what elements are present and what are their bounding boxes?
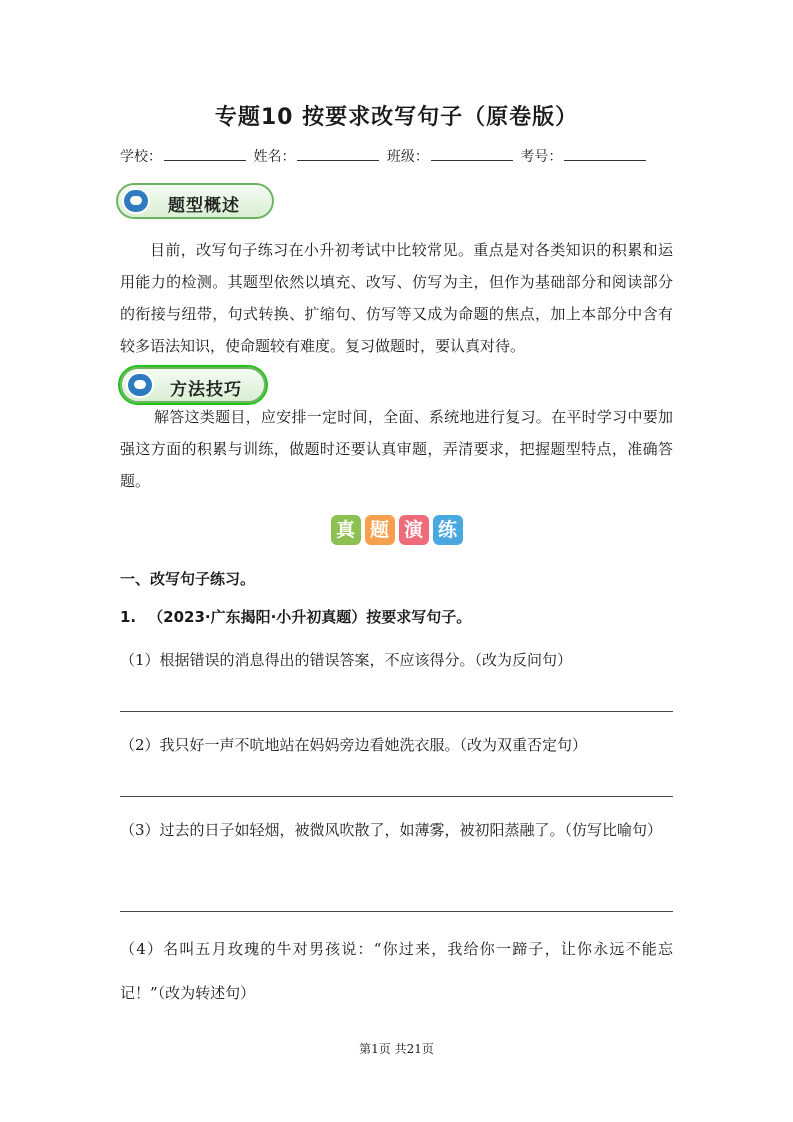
school-label: 学校：: [120, 149, 162, 165]
method-banner-label: 方法技巧: [170, 380, 242, 400]
class-label: 班级：: [386, 149, 429, 165]
answer-line-2[interactable]: [120, 796, 673, 797]
question-item-3: （3）过去的日子如轻烟，被微风吹散了，如薄雾，被初阳蒸融了。（仿写比喻句）: [120, 821, 663, 839]
method-paragraph: 解答这类题目，应安排一定时间，全面、系统地进行复习。在平时学习中要加强这方面的积累与训练，做题时还要认真审题，弄清要求，把握题型特点，准确答题。: [120, 408, 673, 490]
question-item-4: （4）名叫五月玫瑰的牛对男孩说：“你过来，我给你一蹄子，让你永远不能忘记！”（改为转述句）: [120, 940, 673, 1002]
question-source: （2023·广东揭阳·小升初真题）按要求写句子。: [148, 608, 472, 626]
method-banner: [120, 367, 266, 403]
overview-paragraph: 目前，改写句子练习在小升初考试中比较常见。重点是对各类知识的积累和运用能力的检测。其题型依然以填充、改写、仿写为主，但作为基础部分和阅读部分的衔接与纽带，句式转换、扩缩句、仿写等又成为命题的焦点，加上本部分中含有较多语法知识，使命题较有难度。复习做题时，要认真对待。: [120, 241, 673, 355]
class-blank[interactable]: [431, 148, 513, 161]
student-info-line: [120, 146, 649, 166]
question-number: 1.: [120, 608, 137, 626]
badge-ti: 题: [365, 515, 395, 545]
question-item-1: （1）根据错误的消息得出的错误答案，不应该得分。（改为反问句）: [120, 651, 573, 669]
speech-bubble-icon: [122, 188, 150, 214]
number-blank[interactable]: [564, 148, 646, 161]
page-footer: 第1页 共21页: [359, 1042, 434, 1056]
name-label: 姓名：: [253, 149, 296, 165]
page-title: 专题10 按要求改写句子（原卷版）: [214, 105, 579, 130]
practice-badges: [0, 515, 793, 545]
question-header: [120, 606, 471, 627]
name-blank[interactable]: [297, 148, 379, 161]
overview-banner: [116, 183, 274, 219]
badge-yan: 演: [399, 515, 429, 545]
overview-banner-label: 题型概述: [168, 196, 240, 216]
answer-line-1[interactable]: [120, 711, 673, 712]
badge-zhen: 真: [331, 515, 361, 545]
school-blank[interactable]: [164, 148, 246, 161]
badge-lian: 练: [433, 515, 463, 545]
section-title: 一、改写句子练习。: [120, 570, 256, 588]
speech-bubble-icon: [126, 372, 154, 398]
question-item-2: （2）我只好一声不吭地站在妈妈旁边看她洗衣服。（改为双重否定句）: [120, 736, 588, 754]
answer-line-3[interactable]: [120, 911, 673, 912]
number-label: 考号：: [520, 149, 563, 165]
